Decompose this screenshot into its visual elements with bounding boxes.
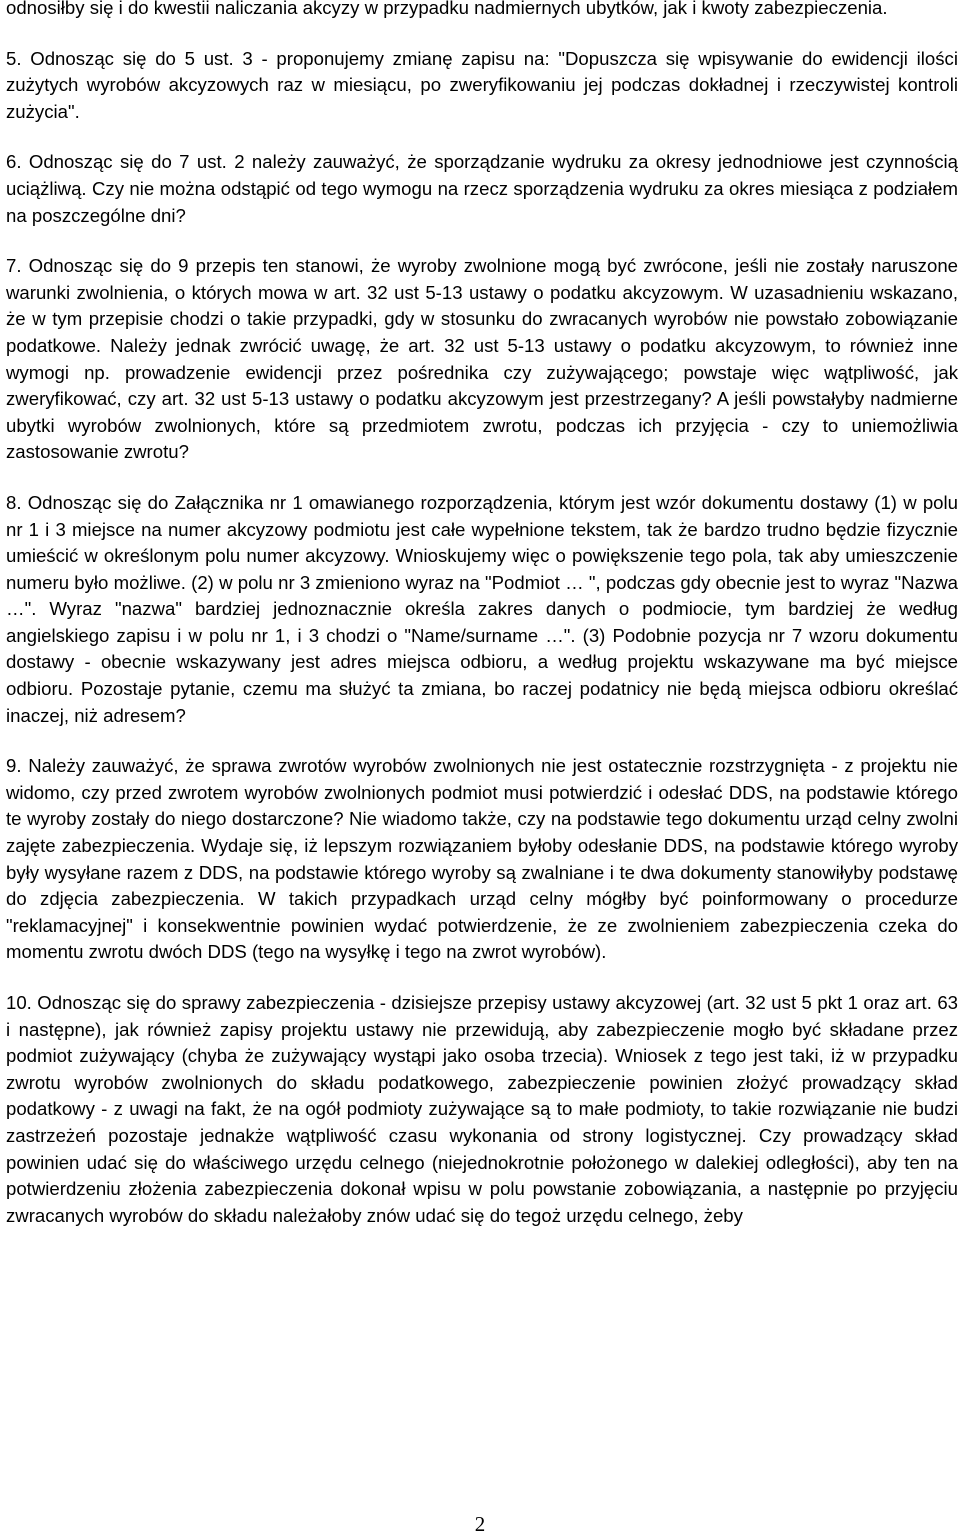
paragraph-spacer [6, 229, 958, 253]
document-page [6, 0, 958, 1229]
paragraph-7: 7. Odnosząc się do 9 przepis ten stanowi, że wyroby zwolnione mogą być zwrócone, jeśli nie zostały naruszone warunki zwolnienia, o których mowa w art. 32 ust 5-13 ustawy o podatku akcyzowym. W uzasadnieniu wskazano, że w tym przepisie chodzi o takie przypadki, gdy w stosunku do zwracanych wyrobów nie powstało zobowiązanie podatkowe. Należy jednak zwrócić uwagę, że art. 32 ust 5-13 ustawy o podatku akcyzowym, to również inne wymogi np. prowadzenie ewidencji przez pośrednika czy zużywającego; powstaje więc wątpliwość, jak zweryfikować, czy art. 32 ust 5-13 ustawy o podatku akcyzowym jest przestrzegany? A jeśli powstałyby nadmierne ubytki wyrobów zwolnionych, które są przedmiotem zwrotu, podczas ich przyjęcia - czy to uniemożliwia zastosowanie zwrotu? [6, 255, 958, 463]
paragraph-8: 8. Odnosząc się do Załącznika nr 1 omawianego rozporządzenia, którym jest wzór dokumentu dostawy (1) w polu nr 1 i 3 miejsce na numer akcyzowy podmiotu jest całe wypełnione tekstem, tak że bardzo trudno będzie fizycznie umieścić w określonym polu numer akcyzowy. Wnioskujemy więc o powiększenie tego pola, tak aby umieszczenie numeru było możliwe. (2) w polu nr 3 zmieniono wyraz na "Podmiot … ", podczas gdy obecnie jest to wyraz "Nazwa …". Wyraz "nazwa" bardziej jednoznacznie określa zakres danych o podmiocie, tym bardziej że według angielskiego zapisu i w polu nr 1, i 3 chodzi o "Name/surname …". (3) Podobnie pozycja nr 7 wzoru dokumentu dostawy - obecnie wskazywany jest adres miejsca odbioru, a według projektu wskazywane ma być miejsce odbioru. Pozostaje pytanie, czemu ma służyć ta zmiana, bo raczej podatnicy nie będą miejsca odbioru określać inaczej, niż adresem? [6, 491, 958, 726]
paragraph-spacer [6, 466, 958, 490]
paragraph-intro: odnosiłby się i do kwestii naliczania akcyzy w przypadku nadmiernych ubytków, jak i kwoty zabezpieczenia. [6, 0, 888, 18]
paragraph-spacer [6, 22, 958, 46]
paragraph-spacer [6, 729, 958, 753]
paragraph-spacer [6, 966, 958, 990]
paragraph-6: 6. Odnosząc się do 7 ust. 2 należy zauważyć, że sporządzanie wydruku za okresy jednodniowe jest czynnością uciążliwą. Czy nie można odstąpić od tego wymogu na rzecz sporządzenia wydruku za okres miesiąca z podziałem na poszczególne dni? [6, 151, 958, 226]
paragraph-spacer [6, 125, 958, 149]
paragraph-10: 10. Odnosząc się do sprawy zabezpieczenia - dzisiejsze przepisy ustawy akcyzowej (art. 32 ust 5 pkt 1 oraz art. 63 i następne), jak również zapisy projektu ustawy nie przewidują, aby zabezpieczenie mogło być składane przez podmiot zużywający (chyba że zużywający wystąpi jako osoba trzecia). Wniosek z tego jest taki, iż w przypadku zwrotu wyrobów zwolnionych do składu podatkowego, zabezpieczenie powinien złożyć prowadzący skład podatkowy - z uwagi na fakt, że na ogół podmioty zużywające są to małe podmioty, to takie rozwiązanie nie budzi zastrzeżeń pozostaje jednakże wątpliwość czasu wykonania od strony logistycznej. Czy prowadzący skład powinien udać się do właściwego urzędu celnego (niejednokrotnie położonego w dalekiej odległości), aby ten na potwierdzeniu złożenia zabezpieczenia dokonał wpisu w polu powstanie zobowiązania, a następnie po przyjęciu zwracanych wyrobów do składu należałoby znów udać się do tegoż urzędu celnego, żeby [6, 992, 958, 1226]
page-number: 2 [474, 1512, 486, 1536]
paragraph-9: 9. Należy zauważyć, że sprawa zwrotów wyrobów zwolnionych nie jest ostatecznie rozstrzygnięta - z projektu nie widomo, czy przed zwrotem wyrobów zwolnionych podmiot musi potwierdzić i odesłać DDS, na podstawie którego te wyroby zostały do niego dostarczone? Nie wiadomo także, czy na podstawie tego dokumentu urząd celny zwolni zajęte zabezpieczenia. Wydaje się, iż lepszym rozwiązaniem byłoby odesłanie DDS, na podstawie którego wyroby były wysyłane razem z DDS, na podstawie którego wyroby są zwalniane i te dwa dokumenty stanowiłyby podstawę do zdjęcia zabezpieczenia. W takich przypadkach urząd celny mógłby być poinformowany o procedurze "reklamacyjnej" i konsekwentnie powinien wydać potwierdzenie, że ze zwolnieniem zabezpieczenia czeka do momentu zwrotu dwóch DDS (tego na wysyłkę i tego na zwrot wyrobów). [6, 755, 958, 963]
paragraph-5: 5. Odnosząc się do 5 ust. 3 - proponujemy zmianę zapisu na: "Dopuszcza się wpisywanie do ewidencji ilości zużytych wyrobów akcyzowych raz w miesiącu, po zweryfikowaniu jej podczas dokładnej i rzeczywistej kontroli zużycia". [6, 47, 958, 122]
